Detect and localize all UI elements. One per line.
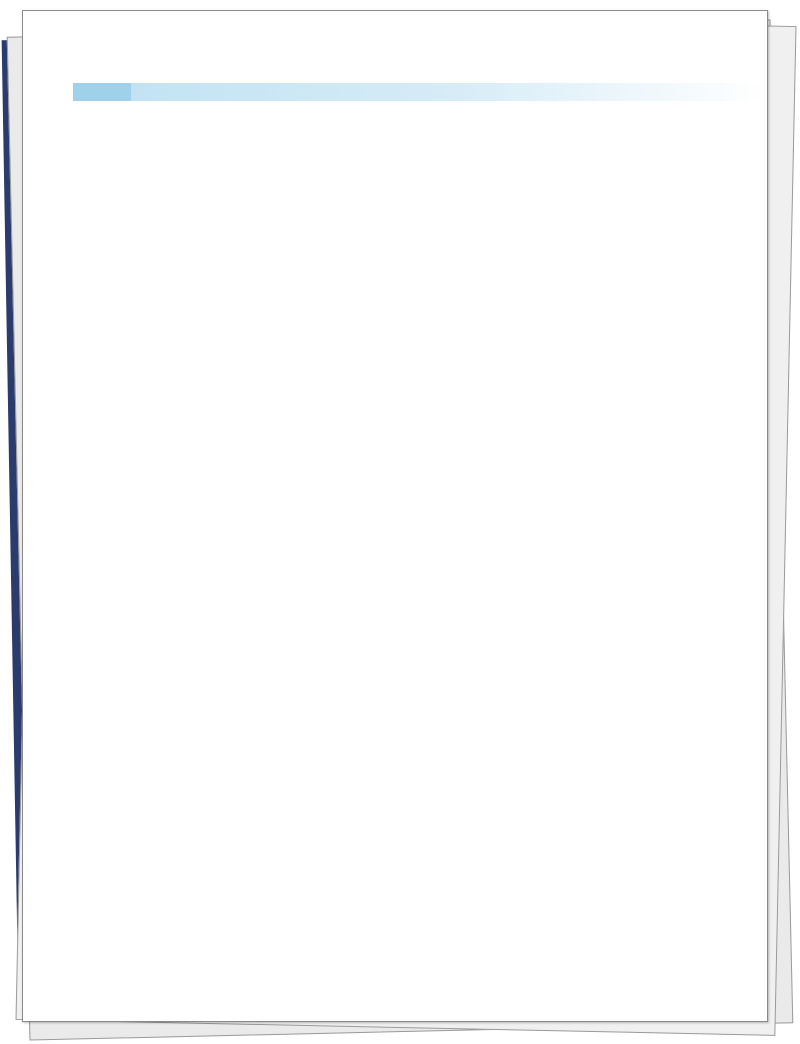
page-header xyxy=(73,83,767,101)
page-number xyxy=(73,83,131,101)
book-page xyxy=(22,10,768,1022)
